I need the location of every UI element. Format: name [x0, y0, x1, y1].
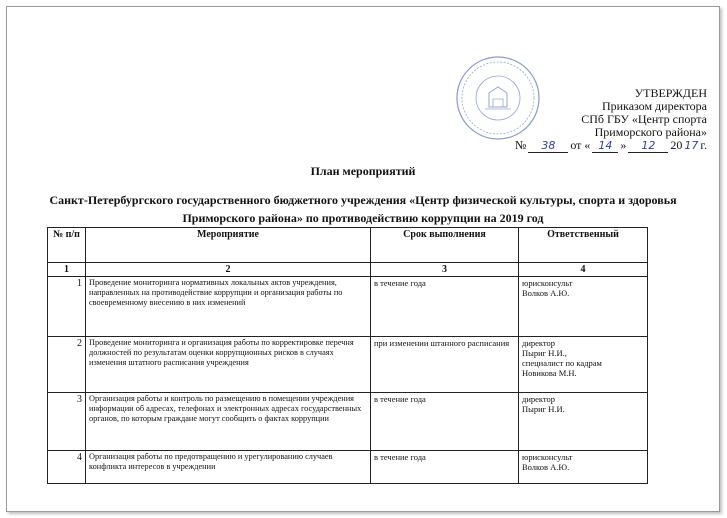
order-line: Приказом директора: [601, 99, 707, 113]
approval-block: [487, 87, 707, 153]
table-header-row: [48, 228, 648, 263]
header-event: Мероприятие: [86, 228, 371, 263]
responsible-line: Пыриг Н.И.: [522, 404, 565, 414]
row-term: в течение года: [371, 393, 519, 451]
date-from-label: от «: [570, 138, 591, 152]
row-responsible: [519, 451, 648, 484]
row-event: Проведение мониторинга нормативных локальных актов учреждения, направленных на противодействие коррупции и организация работы по своевременному внесению в них изменений: [86, 277, 371, 337]
row-number: 2: [48, 337, 86, 393]
row-responsible: [519, 277, 648, 337]
row-term: при изменении штанного расписания: [371, 337, 519, 393]
approved-label: УТВЕРЖДЕН: [634, 86, 707, 100]
year-prefix: 20: [670, 138, 683, 152]
order-number-handwritten: 38: [528, 139, 568, 153]
table-row: [48, 393, 648, 451]
document-page: [6, 6, 720, 512]
responsible-line: Волков А.Ю.: [522, 462, 570, 472]
row-responsible: [519, 337, 648, 393]
plan-table: [47, 227, 648, 484]
column-number: 3: [371, 263, 519, 277]
column-number: 2: [86, 263, 371, 277]
month-handwritten: 12: [628, 139, 668, 153]
table-row: [48, 277, 648, 337]
year-suffix: г.: [700, 138, 707, 152]
responsible-line: директор: [522, 338, 556, 348]
row-number: 1: [48, 277, 86, 337]
document-title: План мероприятий: [310, 164, 416, 178]
responsible-line: юрисконсульт: [522, 278, 573, 288]
day-handwritten: 14: [592, 139, 618, 153]
row-number: 3: [48, 393, 86, 451]
header-number: № п/п: [48, 228, 86, 263]
number-prefix: №: [514, 138, 527, 152]
table-row: [48, 337, 648, 393]
row-event: Организация работы по предотвращению и урегулированию случаев конфликта интересов в учреждении: [86, 451, 371, 484]
table-row: [48, 451, 648, 484]
org-line-1: СПб ГБУ «Центр спорта: [581, 112, 707, 126]
responsible-line: специалист по кадрам: [522, 358, 602, 368]
org-line-2: Приморского района»: [594, 125, 707, 139]
responsible-line: Волков А.Ю.: [522, 288, 570, 298]
column-numbers-row: [48, 263, 648, 277]
responsible-line: директор: [522, 394, 556, 404]
row-term: в течение года: [371, 277, 519, 337]
row-event: Проведение мониторинга и организация работы по корректировке перечня должностей по результатам оценки коррупционных рисков в случаях изменения штатного расписания учреждения: [86, 337, 371, 393]
header-term: Срок выполнения: [371, 228, 519, 263]
document-subtitle: Санкт-Петербургского государственного бюджетного учреждения «Центр физической культуры, спорта и здоровья Приморского района» по противодействию коррупции на 2019 год: [49, 193, 677, 225]
responsible-line: Пыриг Н.И.,: [522, 348, 567, 358]
order-number-line: [487, 139, 707, 153]
responsible-line: юрисконсульт: [522, 452, 573, 462]
row-event: Организация работы и контроль по размещению в помещении учреждения информации об адресах, телефонах и электронных адресах государственных органов, по которым граждане могут сообщить о фактах коррупции: [86, 393, 371, 451]
row-term: в течение года: [371, 451, 519, 484]
year-handwritten: 17: [684, 139, 699, 152]
row-number: 4: [48, 451, 86, 484]
header-responsible: Ответственный: [519, 228, 648, 263]
responsible-line: Новикова М.Н.: [522, 368, 577, 378]
row-responsible: [519, 393, 648, 451]
column-number: 1: [48, 263, 86, 277]
column-number: 4: [519, 263, 648, 277]
date-mid-label: »: [620, 138, 627, 152]
